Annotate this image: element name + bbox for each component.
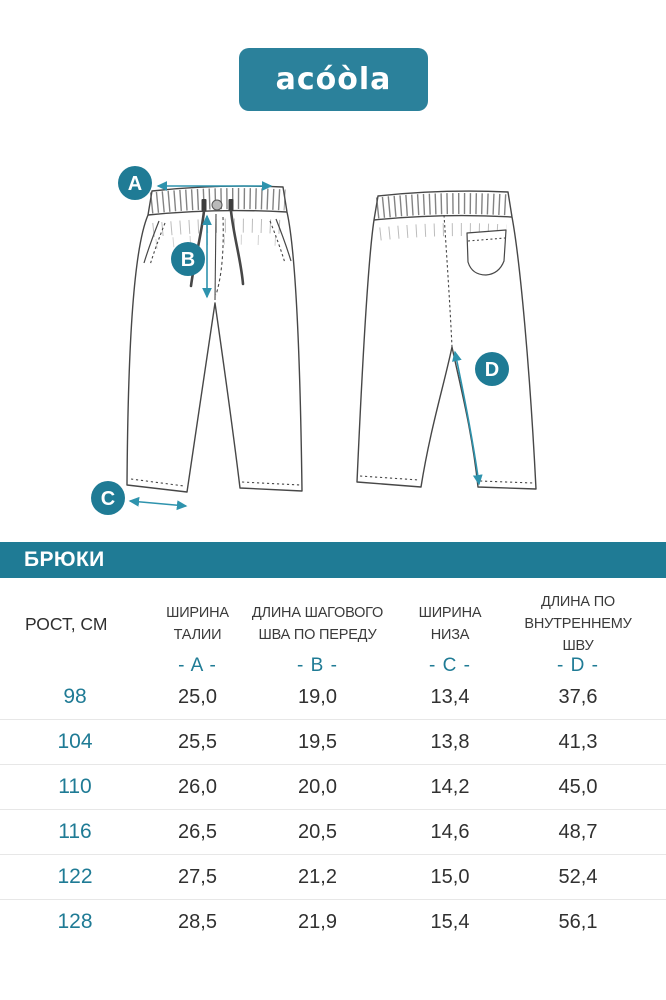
value-cell: 28,5 xyxy=(178,910,217,933)
value-cell: 13,4 xyxy=(430,685,470,708)
pants-back-drawing xyxy=(357,191,536,489)
section-title: БРЮКИ xyxy=(24,548,105,571)
table-row xyxy=(0,854,666,899)
value-cell: 14,6 xyxy=(430,820,470,843)
value-cell: 20,5 xyxy=(298,820,337,843)
marker-a-badge xyxy=(118,166,152,200)
table-body xyxy=(0,675,666,944)
column-marker-d: - D - xyxy=(557,655,599,676)
column-header-height: РОСТ, СМ xyxy=(25,614,108,634)
arrow-c-hem-width xyxy=(130,501,186,506)
section-title-bar xyxy=(0,542,666,578)
table-row xyxy=(0,675,666,719)
size-cell: 110 xyxy=(58,775,92,798)
value-cell: 13,8 xyxy=(430,730,470,753)
value-cell: 25,5 xyxy=(178,730,217,753)
column-header-hem-width: ШИРИНА НИЗА xyxy=(418,605,482,643)
size-cell: 128 xyxy=(57,910,93,933)
marker-b-badge xyxy=(171,242,205,276)
marker-d-letter: D xyxy=(484,359,500,381)
value-cell: 25,0 xyxy=(178,685,217,708)
table-header-row xyxy=(0,591,666,657)
pants-front-drawing xyxy=(127,186,302,492)
marker-b-letter: B xyxy=(180,249,196,271)
size-cell: 98 xyxy=(63,685,87,708)
marker-c-letter: C xyxy=(100,488,116,510)
table-row xyxy=(0,719,666,764)
brand-logo-text: acóòla xyxy=(275,62,392,97)
marker-d-badge xyxy=(475,352,509,386)
value-cell: 45,0 xyxy=(558,775,598,798)
value-cell: 37,6 xyxy=(558,685,598,708)
value-cell: 21,2 xyxy=(298,865,337,888)
value-cell: 41,3 xyxy=(558,730,598,753)
value-cell: 52,4 xyxy=(558,865,598,888)
column-marker-b: - B - xyxy=(297,655,338,676)
value-cell: 27,5 xyxy=(178,865,217,888)
value-cell: 19,5 xyxy=(298,730,337,753)
column-header-inseam-length: ДЛИНА ПО ВНУТРЕННЕМУ ШВУ xyxy=(524,594,632,654)
value-cell: 21,9 xyxy=(298,910,337,933)
value-cell: 19,0 xyxy=(298,685,337,708)
value-cell: 56,1 xyxy=(558,910,598,933)
column-header-waist-width: ШИРИНА ТАЛИИ xyxy=(166,605,229,643)
value-cell: 14,2 xyxy=(430,775,470,798)
value-cell: 26,0 xyxy=(178,775,217,798)
marker-c-badge xyxy=(91,481,125,515)
table-row xyxy=(0,899,666,944)
size-cell: 104 xyxy=(57,730,93,753)
column-header-front-rise: ДЛИНА ШАГОВОГО ШВА ПО ПЕРЕДУ xyxy=(251,605,384,643)
column-marker-c: - C - xyxy=(429,655,471,676)
marker-a-letter: A xyxy=(127,173,143,195)
table-row xyxy=(0,809,666,854)
size-cell: 116 xyxy=(58,820,92,843)
value-cell: 20,0 xyxy=(298,775,337,798)
column-marker-a: - A - xyxy=(178,655,217,676)
value-cell: 15,4 xyxy=(430,910,470,933)
value-cell: 15,0 xyxy=(430,865,470,888)
value-cell: 26,5 xyxy=(178,820,217,843)
value-cell: 48,7 xyxy=(558,820,598,843)
table-row xyxy=(0,764,666,809)
size-cell: 122 xyxy=(57,865,93,888)
